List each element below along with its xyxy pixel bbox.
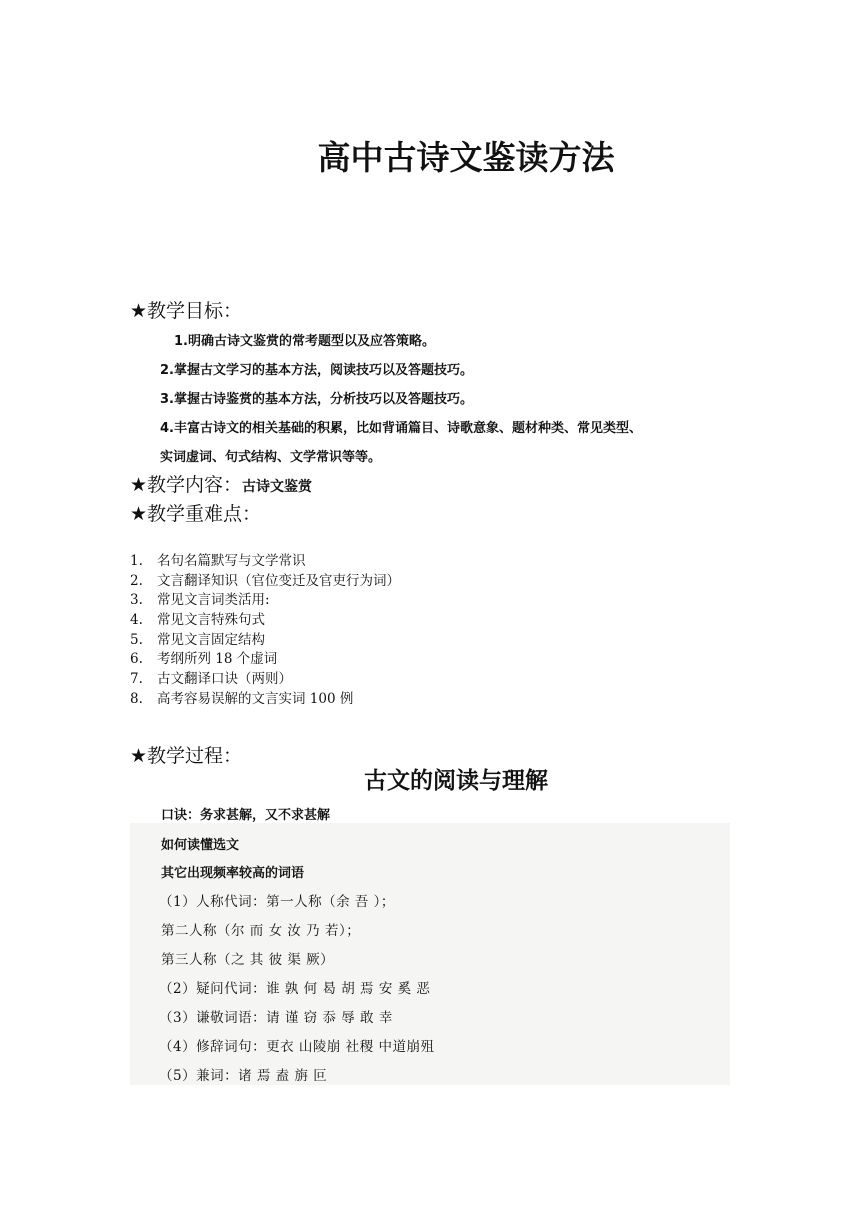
box-row: （5）兼词：诸 焉 盍 旃 叵 bbox=[159, 1068, 328, 1084]
list-text: 古文翻译口诀（两则） bbox=[157, 671, 292, 688]
content-label: ★教学内容： bbox=[130, 474, 243, 496]
list-text: 常见文言词类活用: bbox=[157, 592, 270, 609]
objective-item: 1.明确古诗文鉴赏的常考题型以及应答策略。 bbox=[174, 334, 435, 349]
process-heading: ★教学过程： bbox=[130, 745, 243, 767]
content-value: 古诗文鉴赏 bbox=[242, 479, 313, 495]
list-number: 6. bbox=[130, 651, 143, 668]
box-row: （3）谦敬词语：请 谨 窃 忝 辱 敢 幸 bbox=[159, 1010, 393, 1026]
list-text: 考纲所列 18 个虚词 bbox=[157, 651, 278, 668]
list-number: 5. bbox=[130, 631, 143, 648]
box-row: （4）修辞词句：更衣 山陵崩 社稷 中道崩殂 bbox=[159, 1039, 435, 1055]
content-heading bbox=[130, 470, 312, 497]
box-row: （1）人称代词：第一人称（余 吾 ）； bbox=[159, 894, 395, 910]
list-item bbox=[130, 572, 400, 592]
list-number: 2. bbox=[130, 572, 143, 589]
list-item bbox=[130, 552, 400, 572]
list-item bbox=[130, 591, 400, 611]
motto: 口诀：务求甚解，又不求甚解 bbox=[161, 808, 331, 823]
list-number: 3. bbox=[130, 592, 143, 609]
list-number: 8. bbox=[130, 690, 143, 707]
objective-item: 2.掌握古文学习的基本方法，阅读技巧以及答题技巧。 bbox=[160, 363, 473, 378]
list-number: 1. bbox=[130, 553, 143, 569]
objectives-heading: ★教学目标： bbox=[130, 300, 243, 322]
list-item bbox=[130, 611, 400, 631]
list-number: 4. bbox=[130, 612, 143, 629]
list-text: 文言翻译知识（官位变迁及官吏行为词） bbox=[157, 572, 400, 589]
page-title: 高中古诗文鉴读方法 bbox=[317, 138, 615, 177]
list-text: 名句名篇默写与文学常识 bbox=[157, 553, 306, 569]
box-row: 第二人称（尔 而 女 汝 乃 若）； bbox=[161, 923, 361, 939]
objective-item: 3.掌握古诗鉴赏的基本方法，分析技巧以及答题技巧。 bbox=[160, 392, 473, 407]
section-subtitle: 古文的阅读与理解 bbox=[364, 768, 548, 794]
list-item bbox=[130, 631, 400, 651]
difficulties-list bbox=[130, 552, 400, 710]
objective-continuation: 实词虚词、句式结构、文学常识等等。 bbox=[160, 450, 382, 465]
list-text: 常见文言固定结构 bbox=[157, 631, 265, 648]
box-line: 如何读懂选文 bbox=[161, 838, 240, 853]
objective-item: 4.丰富古诗文的相关基础的积累，比如背诵篇目、诗歌意象、题材种类、常见类型、 bbox=[160, 421, 642, 436]
box-row: （2）疑问代词：谁 孰 何 曷 胡 焉 安 奚 恶 bbox=[159, 981, 431, 997]
list-item bbox=[130, 690, 400, 710]
list-text: 高考容易误解的文言实词 100 例 bbox=[157, 690, 354, 707]
box-line: 其它出现频率较高的词语 bbox=[161, 866, 305, 881]
list-item bbox=[130, 650, 400, 670]
list-number: 7. bbox=[130, 671, 143, 688]
box-row: 第三人称（之 其 彼 渠 厥） bbox=[161, 952, 335, 968]
difficulties-heading: ★教学重难点： bbox=[130, 503, 262, 525]
list-item bbox=[130, 670, 400, 690]
list-text: 常见文言特殊句式 bbox=[157, 612, 265, 629]
